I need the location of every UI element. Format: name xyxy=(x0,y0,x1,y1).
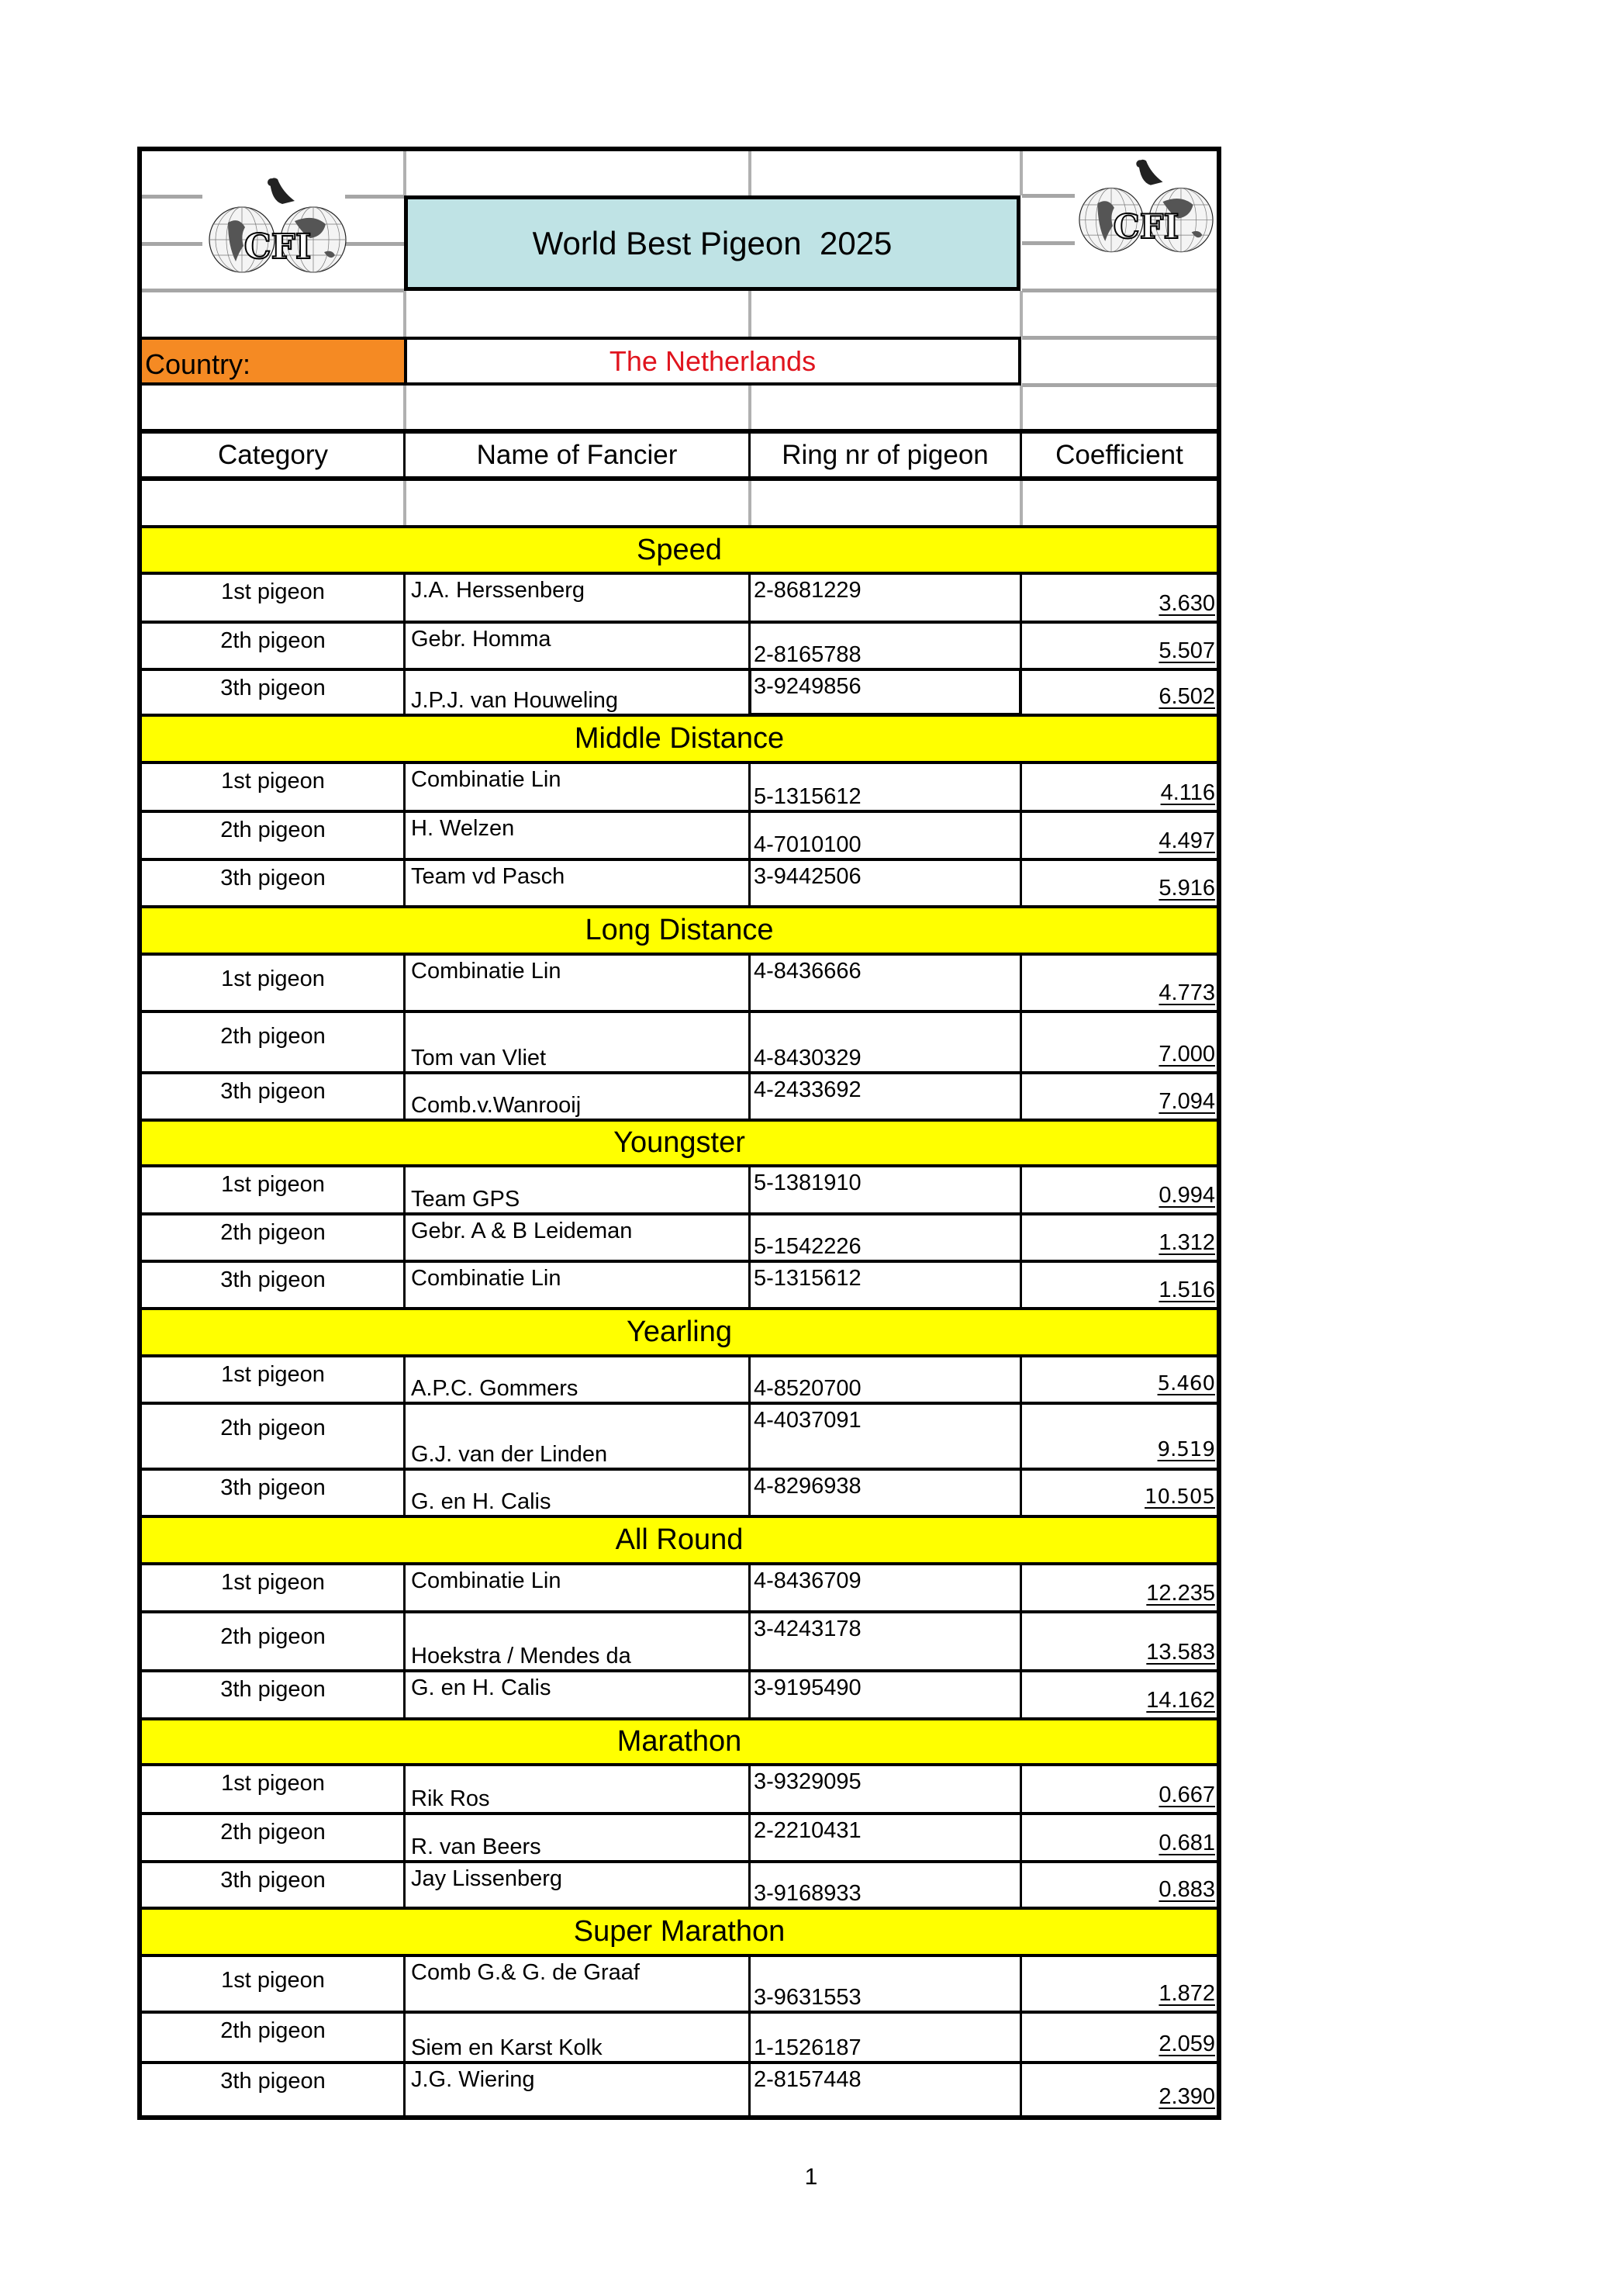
section-border xyxy=(142,525,1217,528)
column-divider xyxy=(748,2012,751,2063)
grid-line xyxy=(1020,291,1023,337)
section-border xyxy=(142,1562,1217,1565)
grid-line xyxy=(1020,386,1023,431)
svg-text:CFI: CFI xyxy=(243,227,312,267)
coefficient-cell: 1.312 xyxy=(1159,1230,1215,1255)
fancier-cell: J.P.J. van Houweling xyxy=(411,688,619,713)
row-border xyxy=(142,1260,1217,1263)
fancier-cell: Combinatie Lin xyxy=(411,1266,561,1291)
row-border xyxy=(142,1860,1217,1863)
section-border xyxy=(142,1717,1217,1720)
fancier-cell: G. en H. Calis xyxy=(411,1675,551,1700)
title-box xyxy=(404,195,1020,291)
ring-number-cell: 3-9249856 xyxy=(754,674,862,699)
fancier-cell: Comb.v.Wanrooij xyxy=(411,1093,582,1118)
column-divider xyxy=(1020,1671,1022,1719)
coefficient-cell: 3.630 xyxy=(1159,591,1215,616)
row-border xyxy=(142,858,1217,861)
section-border xyxy=(142,1354,1217,1357)
fancier-cell: Tom van Vliet xyxy=(411,1046,547,1070)
fancier-cell: Comb G.& G. de Graaf xyxy=(411,1960,640,1985)
grid-line xyxy=(748,479,751,526)
column-divider xyxy=(1020,1862,1022,1908)
country-label-cell xyxy=(142,337,404,386)
ring-number-cell: 4-8296938 xyxy=(754,1474,862,1499)
category-cell: 1st pigeon xyxy=(221,1172,325,1197)
grid-line xyxy=(748,386,751,431)
coefficient-cell: 9.519 xyxy=(1157,1438,1215,1461)
column-divider xyxy=(1020,762,1022,811)
fancier-cell: J.A. Herssenberg xyxy=(411,578,585,603)
category-cell: 2th pigeon xyxy=(220,1416,326,1440)
coefficient-cell: 0.681 xyxy=(1159,1831,1215,1855)
column-divider xyxy=(748,1261,751,1309)
ring-number-cell: 3-9168933 xyxy=(754,1881,862,1906)
section-header xyxy=(142,907,1217,954)
row-border xyxy=(142,1212,1217,1215)
fancier-cell: Gebr. A & B Leideman xyxy=(411,1219,633,1243)
ring-number-cell: 4-8520700 xyxy=(754,1376,862,1401)
svg-text:CFI: CFI xyxy=(1113,208,1179,247)
column-divider xyxy=(1020,859,1022,907)
section-header xyxy=(142,1516,1217,1564)
category-cell: 2th pigeon xyxy=(220,1820,326,1845)
ring-number-cell: 4-7010100 xyxy=(754,832,862,857)
grid-line xyxy=(1022,241,1075,245)
section-header xyxy=(142,527,1217,573)
column-divider xyxy=(1020,1469,1022,1516)
column-header-label: Category xyxy=(217,439,329,470)
column-divider xyxy=(748,954,751,1011)
section-title: Marathon xyxy=(616,1725,742,1758)
column-divider xyxy=(748,1356,751,1403)
column-divider xyxy=(748,1814,751,1862)
country-value: The Netherlands xyxy=(609,344,817,377)
category-cell: 3th pigeon xyxy=(220,676,326,700)
section-title: Speed xyxy=(637,533,722,566)
section-border xyxy=(142,714,1217,717)
category-cell: 1st pigeon xyxy=(221,966,325,991)
column-divider xyxy=(1020,1955,1022,2012)
fancier-cell: Gebr. Homma xyxy=(411,627,551,652)
column-header-category xyxy=(142,431,404,479)
grid-line xyxy=(345,195,404,199)
category-cell: 1st pigeon xyxy=(221,1362,325,1387)
fancier-cell: A.P.C. Gommers xyxy=(411,1376,578,1401)
category-cell: 3th pigeon xyxy=(220,1475,326,1500)
section-title: Youngster xyxy=(613,1126,745,1159)
column-divider xyxy=(1020,1564,1022,1612)
table-border-right xyxy=(1217,147,1221,2120)
fancier-cell: Team vd Pasch xyxy=(411,864,565,889)
coefficient-cell: 4.773 xyxy=(1159,980,1215,1005)
ring-number-cell: 4-8436666 xyxy=(754,959,862,984)
grid-line xyxy=(142,289,404,292)
coefficient-cell: 2.059 xyxy=(1159,2031,1215,2056)
row-border xyxy=(142,1402,1217,1405)
column-divider xyxy=(1020,573,1022,622)
fancier-cell: J.G. Wiering xyxy=(411,2067,535,2092)
section-border xyxy=(142,1164,1217,1167)
fancier-cell: Siem en Karst Kolk xyxy=(411,2035,603,2060)
ring-number-cell: 4-2433692 xyxy=(754,1077,862,1102)
grid-line xyxy=(1020,151,1023,195)
page-title: World Best Pigeon 2025 xyxy=(532,224,893,261)
section-border xyxy=(142,1119,1217,1122)
column-header-label: Name of Fancier xyxy=(476,439,678,470)
section-border xyxy=(142,761,1217,764)
column-header-label: Coefficient xyxy=(1055,439,1183,470)
section-header xyxy=(142,1908,1217,1955)
section-title: Long Distance xyxy=(585,914,774,946)
coefficient-cell: 0.994 xyxy=(1159,1183,1215,1208)
row-border xyxy=(142,1010,1217,1013)
coefficient-cell: 10.505 xyxy=(1145,1485,1215,1509)
category-cell: 2th pigeon xyxy=(220,628,326,653)
ring-number-cell: 1-1526187 xyxy=(754,2035,862,2060)
column-divider xyxy=(748,1166,751,1214)
section-border xyxy=(142,1907,1217,1910)
grid-line xyxy=(748,151,751,195)
column-divider xyxy=(748,1765,751,1814)
grid-line xyxy=(1020,479,1023,526)
category-cell: 1st pigeon xyxy=(221,1570,325,1595)
coefficient-cell: 14.162 xyxy=(1146,1688,1215,1713)
column-divider xyxy=(1020,811,1022,859)
category-cell: 1st pigeon xyxy=(221,1771,325,1796)
fancier-cell: Hoekstra / Mendes da xyxy=(411,1644,631,1668)
fancier-cell: G.J. van der Linden xyxy=(411,1442,608,1467)
column-divider xyxy=(748,1671,751,1719)
coefficient-cell: 0.667 xyxy=(1159,1783,1215,1807)
section-border xyxy=(142,1515,1217,1518)
ring-number-cell: 2-2210431 xyxy=(754,1818,862,1843)
coefficient-cell: 7.000 xyxy=(1159,1042,1215,1067)
table-border-top xyxy=(137,147,1221,151)
country-value-cell xyxy=(404,337,1021,386)
grid-line xyxy=(403,151,406,195)
section-border xyxy=(142,1763,1217,1766)
coefficient-cell: 12.235 xyxy=(1146,1581,1215,1606)
fancier-cell: R. van Beers xyxy=(411,1834,541,1859)
ring-number-cell: 5-1315612 xyxy=(754,784,862,809)
grid-line xyxy=(1022,383,1217,387)
category-cell: 3th pigeon xyxy=(220,2069,326,2094)
column-divider xyxy=(1020,1403,1022,1469)
row-border xyxy=(142,1669,1217,1672)
column-divider xyxy=(748,1214,751,1261)
ring-number-cell: 3-9631553 xyxy=(754,1985,862,2010)
coefficient-cell: 7.094 xyxy=(1159,1089,1215,1114)
ring-number-cell: 3-9195490 xyxy=(754,1675,862,1700)
column-divider xyxy=(748,1403,751,1469)
category-cell: 3th pigeon xyxy=(220,1267,326,1292)
fancier-cell: Combinatie Lin xyxy=(411,1568,561,1593)
category-cell: 1st pigeon xyxy=(221,1968,325,1993)
column-divider xyxy=(1020,2012,1022,2063)
row-border xyxy=(142,668,1217,671)
column-divider xyxy=(748,1955,751,2012)
grid-line xyxy=(403,386,406,431)
coefficient-cell: 4.116 xyxy=(1160,780,1215,805)
ring-number-cell: 3-9442506 xyxy=(754,864,862,889)
fancier-cell: Rik Ros xyxy=(411,1786,490,1811)
coefficient-cell: 0.883 xyxy=(1159,1877,1215,1902)
grid-line xyxy=(1022,289,1217,292)
fancier-cell: Combinatie Lin xyxy=(411,767,561,792)
coefficient-cell: 5.507 xyxy=(1159,638,1215,663)
column-divider xyxy=(1020,1814,1022,1862)
column-divider xyxy=(1020,1073,1022,1120)
column-divider xyxy=(1020,1356,1022,1403)
category-cell: 2th pigeon xyxy=(220,1624,326,1649)
ring-number-cell: 5-1315612 xyxy=(754,1266,862,1291)
ring-number-cell: 5-1542226 xyxy=(754,1234,862,1259)
category-cell: 3th pigeon xyxy=(220,866,326,890)
column-header-label: Ring nr of pigeon xyxy=(782,439,989,470)
row-border xyxy=(142,1812,1217,1815)
fancier-cell: H. Welzen xyxy=(411,816,515,841)
section-title: Middle Distance xyxy=(574,722,785,755)
row-border xyxy=(142,2061,1217,2064)
grid-line xyxy=(403,291,406,337)
category-cell: 2th pigeon xyxy=(220,2018,326,2043)
coefficient-cell: 5.460 xyxy=(1157,1372,1215,1395)
category-cell: 2th pigeon xyxy=(220,818,326,842)
column-divider xyxy=(1020,1166,1022,1214)
column-divider xyxy=(748,811,751,859)
grid-line xyxy=(1022,336,1217,340)
coefficient-cell: 2.390 xyxy=(1159,2084,1215,2109)
column-divider xyxy=(1020,1612,1022,1671)
coefficient-cell: 6.502 xyxy=(1159,684,1215,709)
column-divider xyxy=(748,859,751,907)
ring-number-cell: 2-8157448 xyxy=(754,2067,862,2092)
row-border xyxy=(142,1071,1217,1074)
row-border xyxy=(142,1610,1217,1613)
column-divider xyxy=(1020,1261,1022,1309)
section-border xyxy=(142,1307,1217,1310)
column-divider xyxy=(748,622,751,669)
column-divider xyxy=(1020,2063,1022,2115)
section-header xyxy=(142,1309,1217,1356)
column-divider xyxy=(1020,1214,1022,1261)
row-border xyxy=(142,810,1217,813)
section-border xyxy=(142,953,1217,956)
column-divider xyxy=(748,1011,751,1073)
fancier-cell: Combinatie Lin xyxy=(411,959,561,984)
cfi-logo-left xyxy=(208,175,347,274)
page-number: 1 xyxy=(804,2164,818,2190)
section-header xyxy=(142,1719,1217,1765)
ring-number-cell: 4-8430329 xyxy=(754,1046,862,1070)
section-title: Yearling xyxy=(627,1316,732,1348)
ring-number-cell: 5-1381910 xyxy=(754,1170,862,1195)
row-border xyxy=(142,621,1217,624)
fancier-cell: G. en H. Calis xyxy=(411,1489,551,1514)
column-divider xyxy=(748,2063,751,2115)
country-label: Country: xyxy=(145,348,251,380)
category-cell: 3th pigeon xyxy=(220,1677,326,1702)
column-divider xyxy=(1020,954,1022,1011)
column-divider xyxy=(748,1612,751,1671)
coefficient-cell: 1.872 xyxy=(1159,1981,1215,2006)
cfi-logo-right xyxy=(1078,155,1214,254)
section-border xyxy=(142,905,1217,908)
table-border-left xyxy=(137,147,142,2120)
section-title: All Round xyxy=(615,1523,744,1556)
table-border-bottom xyxy=(137,2115,1221,2120)
grid-line xyxy=(345,242,404,246)
section-header xyxy=(142,715,1217,762)
column-header-fancier xyxy=(406,431,748,479)
coefficient-cell: 4.497 xyxy=(1159,828,1215,853)
grid-line xyxy=(403,479,406,526)
category-cell: 2th pigeon xyxy=(220,1220,326,1245)
category-cell: 2th pigeon xyxy=(220,1024,326,1049)
ring-number-cell: 4-4037091 xyxy=(754,1408,862,1433)
section-border xyxy=(142,572,1217,575)
category-cell: 1st pigeon xyxy=(221,769,325,794)
ring-number-cell: 2-8165788 xyxy=(754,642,862,667)
column-divider xyxy=(748,1564,751,1612)
column-divider xyxy=(748,1862,751,1908)
grid-line xyxy=(1022,194,1075,198)
category-cell: 3th pigeon xyxy=(220,1079,326,1104)
grid-line xyxy=(748,291,751,337)
column-header-coefficient xyxy=(1022,431,1217,479)
ring-number-cell: 3-4243178 xyxy=(754,1617,862,1641)
ring-number-cell: 3-9329095 xyxy=(754,1769,862,1794)
row-border xyxy=(142,2011,1217,2014)
coefficient-cell: 5.916 xyxy=(1159,876,1215,901)
column-divider xyxy=(748,573,751,622)
column-divider xyxy=(1020,1011,1022,1073)
fancier-cell: Team GPS xyxy=(411,1187,520,1212)
highlight-box xyxy=(748,668,1022,716)
column-divider xyxy=(748,1469,751,1516)
category-cell: 3th pigeon xyxy=(220,1868,326,1893)
column-header-ring xyxy=(751,431,1020,479)
column-divider xyxy=(1020,1765,1022,1814)
section-title: Super Marathon xyxy=(573,1915,786,1948)
section-border xyxy=(142,1954,1217,1957)
coefficient-cell: 1.516 xyxy=(1159,1278,1215,1302)
category-cell: 1st pigeon xyxy=(221,579,325,604)
column-divider xyxy=(748,762,751,811)
column-divider xyxy=(1020,622,1022,669)
ring-number-cell: 4-8436709 xyxy=(754,1568,862,1593)
section-header xyxy=(142,1120,1217,1166)
row-border xyxy=(142,1468,1217,1471)
grid-line xyxy=(142,195,202,199)
fancier-cell: Jay Lissenberg xyxy=(411,1866,563,1891)
ring-number-cell: 2-8681229 xyxy=(754,578,862,603)
grid-line xyxy=(142,242,202,246)
column-divider xyxy=(748,1073,751,1120)
coefficient-cell: 13.583 xyxy=(1146,1640,1215,1665)
